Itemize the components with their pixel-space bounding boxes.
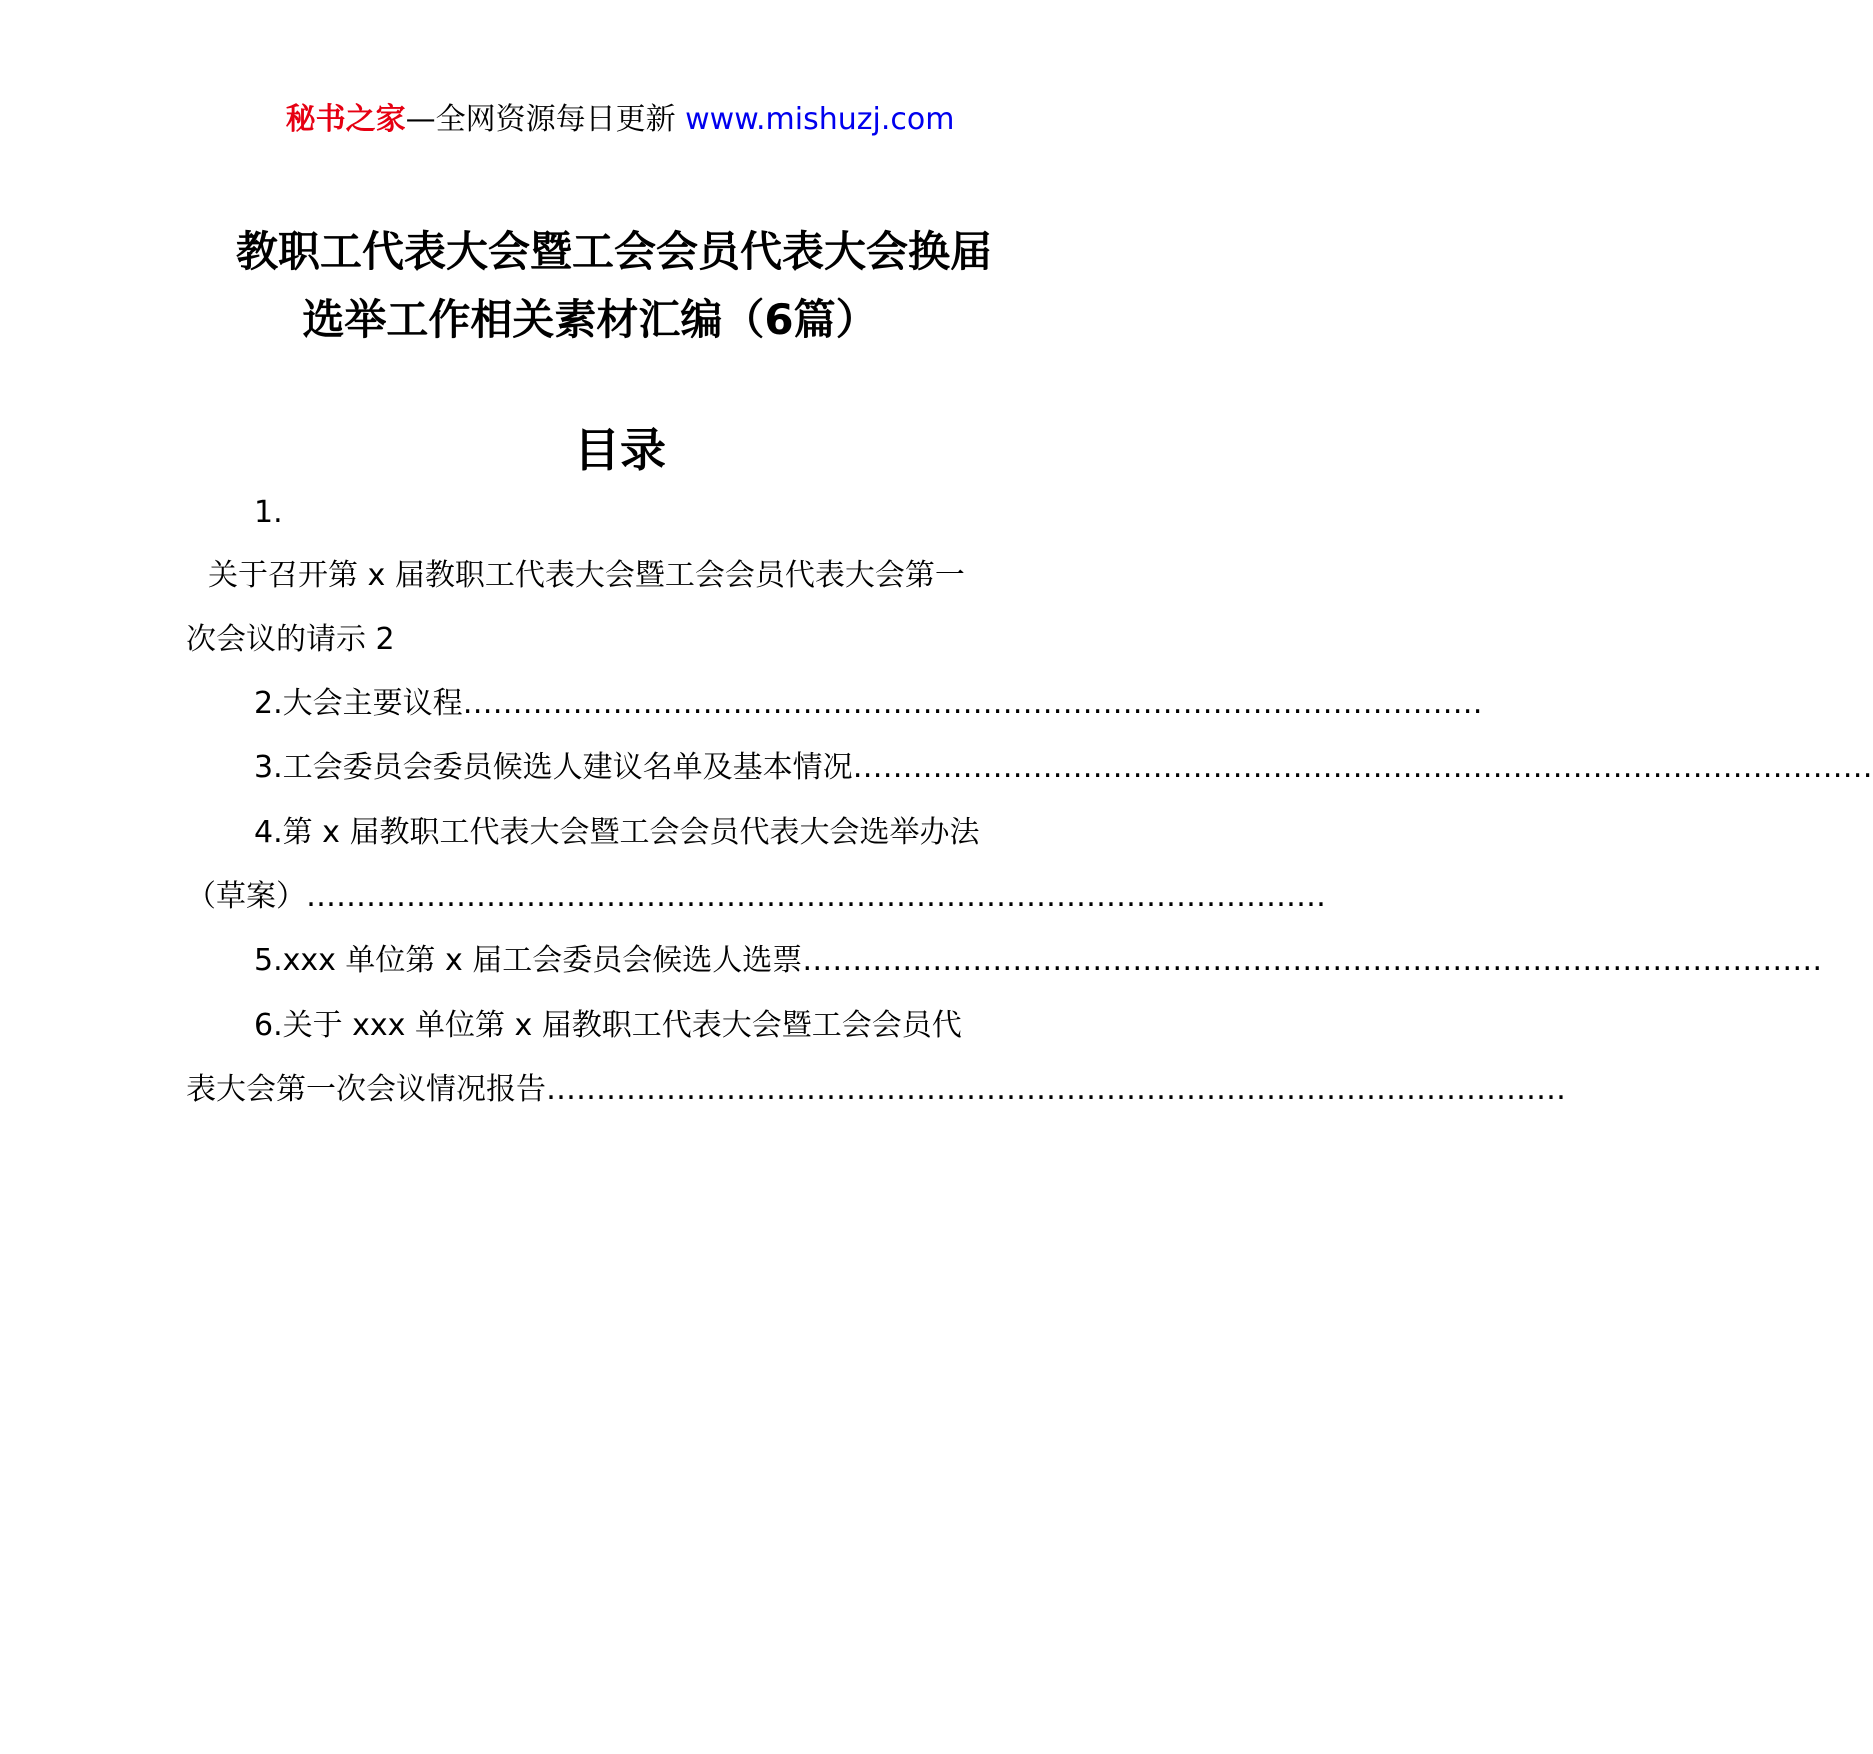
- toc-item-1-number: 1.: [254, 495, 283, 530]
- toc-item-5-label: 5.xxx 单位第 x 届工会委员会候选人选票: [254, 943, 803, 978]
- toc-item-6-line-2[interactable]: [186, 1070, 1566, 1110]
- toc-leader-dots: …………………………………………………………………………………………: [852, 750, 1873, 785]
- toc-leader-dots: …………………………………………………………………………………………: [546, 1072, 1566, 1107]
- toc-item-2-label: 2.大会主要议程: [254, 686, 463, 721]
- toc-item-4-line-2[interactable]: [186, 877, 1326, 917]
- toc-item-6-line-1[interactable]: 6.关于 xxx 单位第 x 届教职工代表大会暨工会会员代: [254, 1008, 962, 1043]
- toc-item-3[interactable]: [254, 748, 1873, 788]
- toc-item-4-line-1[interactable]: 4.第 x 届教职工代表大会暨工会会员代表大会选举办法: [254, 815, 980, 850]
- site-url-link[interactable]: www.mishuzj.com: [685, 102, 955, 137]
- toc-item-5[interactable]: [254, 941, 1823, 981]
- brand-name: 秘书之家: [285, 102, 406, 137]
- toc-leader-dots: …………………………………………………………………………………………: [802, 943, 1823, 978]
- toc-item-1-line-1[interactable]: 关于召开第 x 届教职工代表大会暨工会会员代表大会第一: [208, 558, 965, 593]
- toc-item-3-label: 3.工会委员会委员候选人建议名单及基本情况: [254, 750, 853, 785]
- toc-leader-dots: …………………………………………………………………………………………: [462, 686, 1483, 721]
- toc-item-6-line-2-label: 表大会第一次会议情况报告: [186, 1072, 546, 1107]
- toc-leader-dots: …………………………………………………………………………………………: [306, 879, 1326, 914]
- document-title-line-1: 教职工代表大会暨工会会员代表大会换届: [235, 227, 992, 276]
- toc-item-4-line-2-label: （草案）: [186, 879, 306, 914]
- site-banner: [0, 100, 1240, 140]
- document-title-line-2: 选举工作相关素材汇编（6篇）: [302, 295, 878, 344]
- brand-slogan: —全网资源每日更新: [405, 102, 676, 137]
- toc-item-1-line-2[interactable]: 次会议的请示 2: [186, 622, 395, 657]
- toc-item-2[interactable]: [254, 684, 1483, 724]
- toc-heading: 目录: [574, 423, 666, 477]
